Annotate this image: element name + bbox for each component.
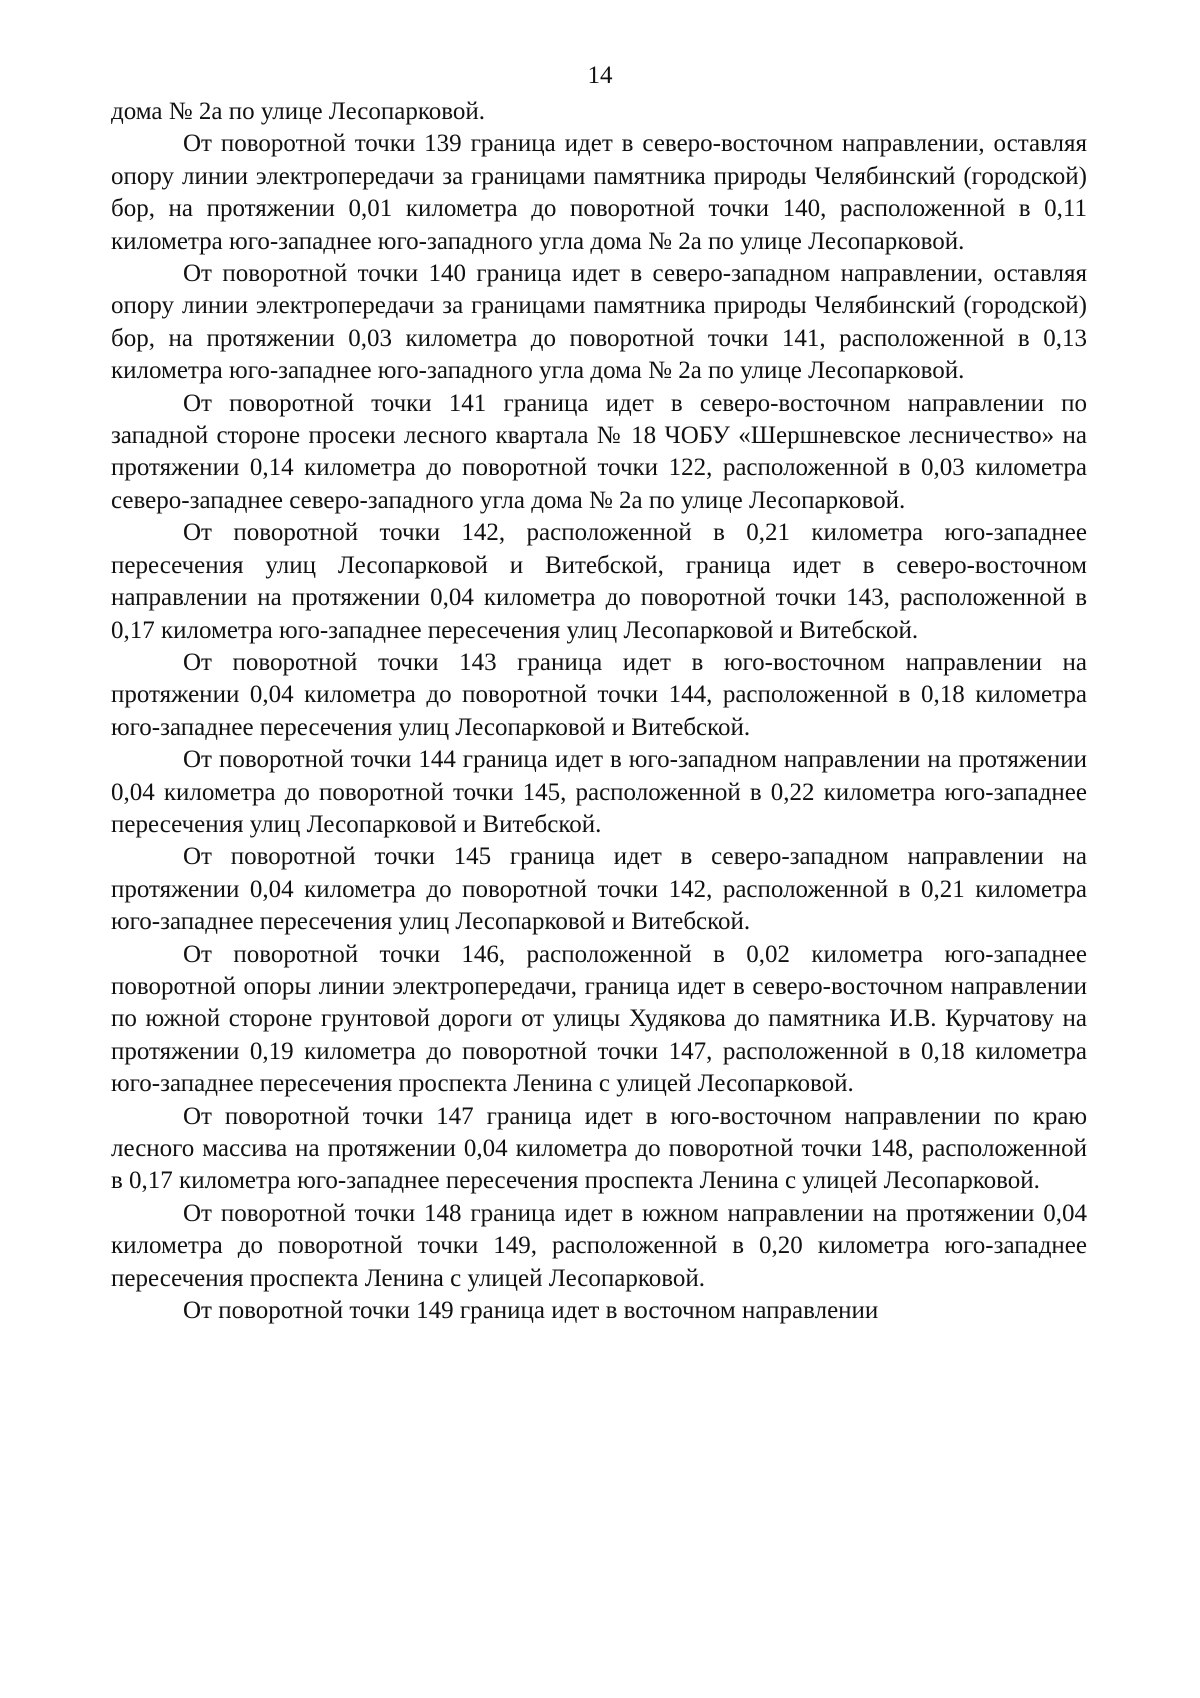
document-body (111, 96, 1087, 1327)
paragraph-point-140: От поворотной точки 140 граница идет в северо-западном направлении, оставляя опору линии электропередачи за границами памятника природы Челябинский (городской) бор, на протяжении 0,03 километра до поворотной точки 141, расположенной в 0,13 километра юго-западнее юго-западного угла дома № 2а по улице Лесопарковой. (111, 260, 1087, 385)
paragraph-point-144: От поворотной точки 144 граница идет в юго-западном направлении на протяжении 0,04 километра до поворотной точки 145, расположенной в 0,22 километра юго-западнее пересечения улиц Лесопарковой и Витебской. (111, 746, 1087, 838)
paragraph-point-147: От поворотной точки 147 граница идет в юго-восточном направлении по краю лесного массива на протяжении 0,04 километра до поворотной точки 148, расположенной в 0,17 километра юго-западнее пересечения проспекта Ленина с улицей Лесопарковой. (111, 1102, 1087, 1195)
page-number: 14 (587, 62, 613, 89)
paragraph-point-143: От поворотной точки 143 граница идет в юго-восточном направлении на протяжении 0,04 километра до поворотной точки 144, расположенной в 0,18 километра юго-западнее пересечения улиц Лесопарковой и Витебской. (111, 648, 1087, 741)
paragraph-point-145: От поворотной точки 145 граница идет в северо-западном направлении на протяжении 0,04 километра до поворотной точки 142, расположенной в 0,21 километра юго-западнее пересечения улиц Лесопарковой и Витебской. (111, 843, 1087, 936)
paragraph-point-149: От поворотной точки 149 граница идет в восточном направлении (183, 1297, 879, 1325)
paragraph-point-142: От поворотной точки 142, расположенной в 0,21 километра юго-западнее пересечения улиц Лесопарковой и Витебской, граница идет в северо-восточном направлении на протяжении 0,04 километра до поворотной точки 143, расположенной в 0,17 километра юго-западнее пересечения улиц Лесопарковой и Витебской. (111, 519, 1087, 644)
paragraph-continuation: дома № 2а по улице Лесопарковой. (111, 98, 486, 125)
paragraph-point-141: От поворотной точки 141 граница идет в северо-восточном направлении по западной стороне просеки лесного квартала № 18 ЧОБУ «Шершневское лесничество» на протяжении 0,14 километра до поворотной точки 122, расположенной в 0,03 километра северо-западнее северо-западного угла дома № 2а по улице Лесопарковой. (111, 389, 1087, 514)
paragraph-point-139: От поворотной точки 139 граница идет в северо-восточном направлении, оставляя опору линии электропередачи за границами памятника природы Челябинский (городской) бор, на протяжении 0,01 километра до поворотной точки 140, расположенной в 0,11 километра юго-западнее юго-западного угла дома № 2а по улице Лесопарковой. (111, 130, 1087, 255)
paragraph-point-146: От поворотной точки 146, расположенной в 0,02 километра юго-западнее поворотной опоры линии электропередачи, граница идет в северо-восточном направлении по южной стороне грунтовой дороги от улицы Худякова до памятника И.В. Курчатову на протяжении 0,19 километра до поворотной точки 147, расположенной в 0,18 километра юго-западнее пересечения проспекта Ленина с улицей Лесопарковой. (111, 940, 1087, 1098)
paragraph-point-148: От поворотной точки 148 граница идет в южном направлении на протяжении 0,04 километра до поворотной точки 149, расположенной в 0,20 километра юго-западнее пересечения проспекта Ленина с улицей Лесопарковой. (111, 1199, 1087, 1292)
